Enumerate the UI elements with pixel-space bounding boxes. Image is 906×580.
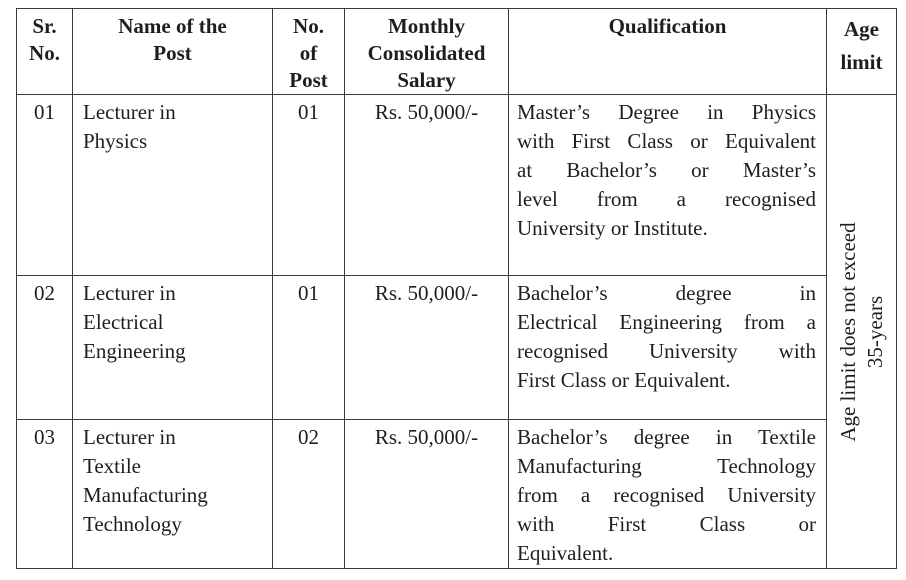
recruitment-table-container	[16, 8, 896, 569]
salary-cell: Rs. 50,000/-	[345, 420, 509, 569]
table-row	[17, 276, 897, 420]
header-salary: Monthly Consolidated Salary	[345, 9, 509, 95]
no-of-post-cell: 02	[273, 420, 345, 569]
sr-no-cell: 02	[17, 276, 73, 420]
table-row	[17, 420, 897, 569]
header-age-limit: Age limit	[827, 9, 897, 95]
table-row	[17, 95, 897, 276]
qualification-cell: Bachelor’s degree in Textile Manufacturing Technology from a recognised University with First Class or Equivalent.	[509, 420, 827, 569]
post-name-cell: Lecturer in Textile Manufacturing Technology	[73, 420, 273, 569]
qualification-cell: Bachelor’s degree in Electrical Engineering from a recognised University with First Class or Equivalent.	[509, 276, 827, 420]
sr-no-cell: 03	[17, 420, 73, 569]
header-post-name: Name of the Post	[73, 9, 273, 95]
post-name-cell: Lecturer in Physics	[73, 95, 273, 276]
sr-no-cell: 01	[17, 95, 73, 276]
header-row	[17, 9, 897, 95]
age-limit-cell	[827, 95, 897, 569]
no-of-post-cell: 01	[273, 276, 345, 420]
recruitment-table	[16, 8, 897, 569]
age-limit-text: Age limit does not exceed 35-years	[835, 221, 887, 442]
header-no-of-post: No. of Post	[273, 9, 345, 95]
salary-cell: Rs. 50,000/-	[345, 95, 509, 276]
header-qualification: Qualification	[509, 9, 827, 95]
qualification-cell: Master’s Degree in Physics with First Class or Equivalent at Bachelor’s or Master’s level from a recognised University or Institute.	[509, 95, 827, 276]
header-sr-no: Sr. No.	[17, 9, 73, 95]
post-name-cell: Lecturer in Electrical Engineering	[73, 276, 273, 420]
salary-cell: Rs. 50,000/-	[345, 276, 509, 420]
no-of-post-cell: 01	[273, 95, 345, 276]
